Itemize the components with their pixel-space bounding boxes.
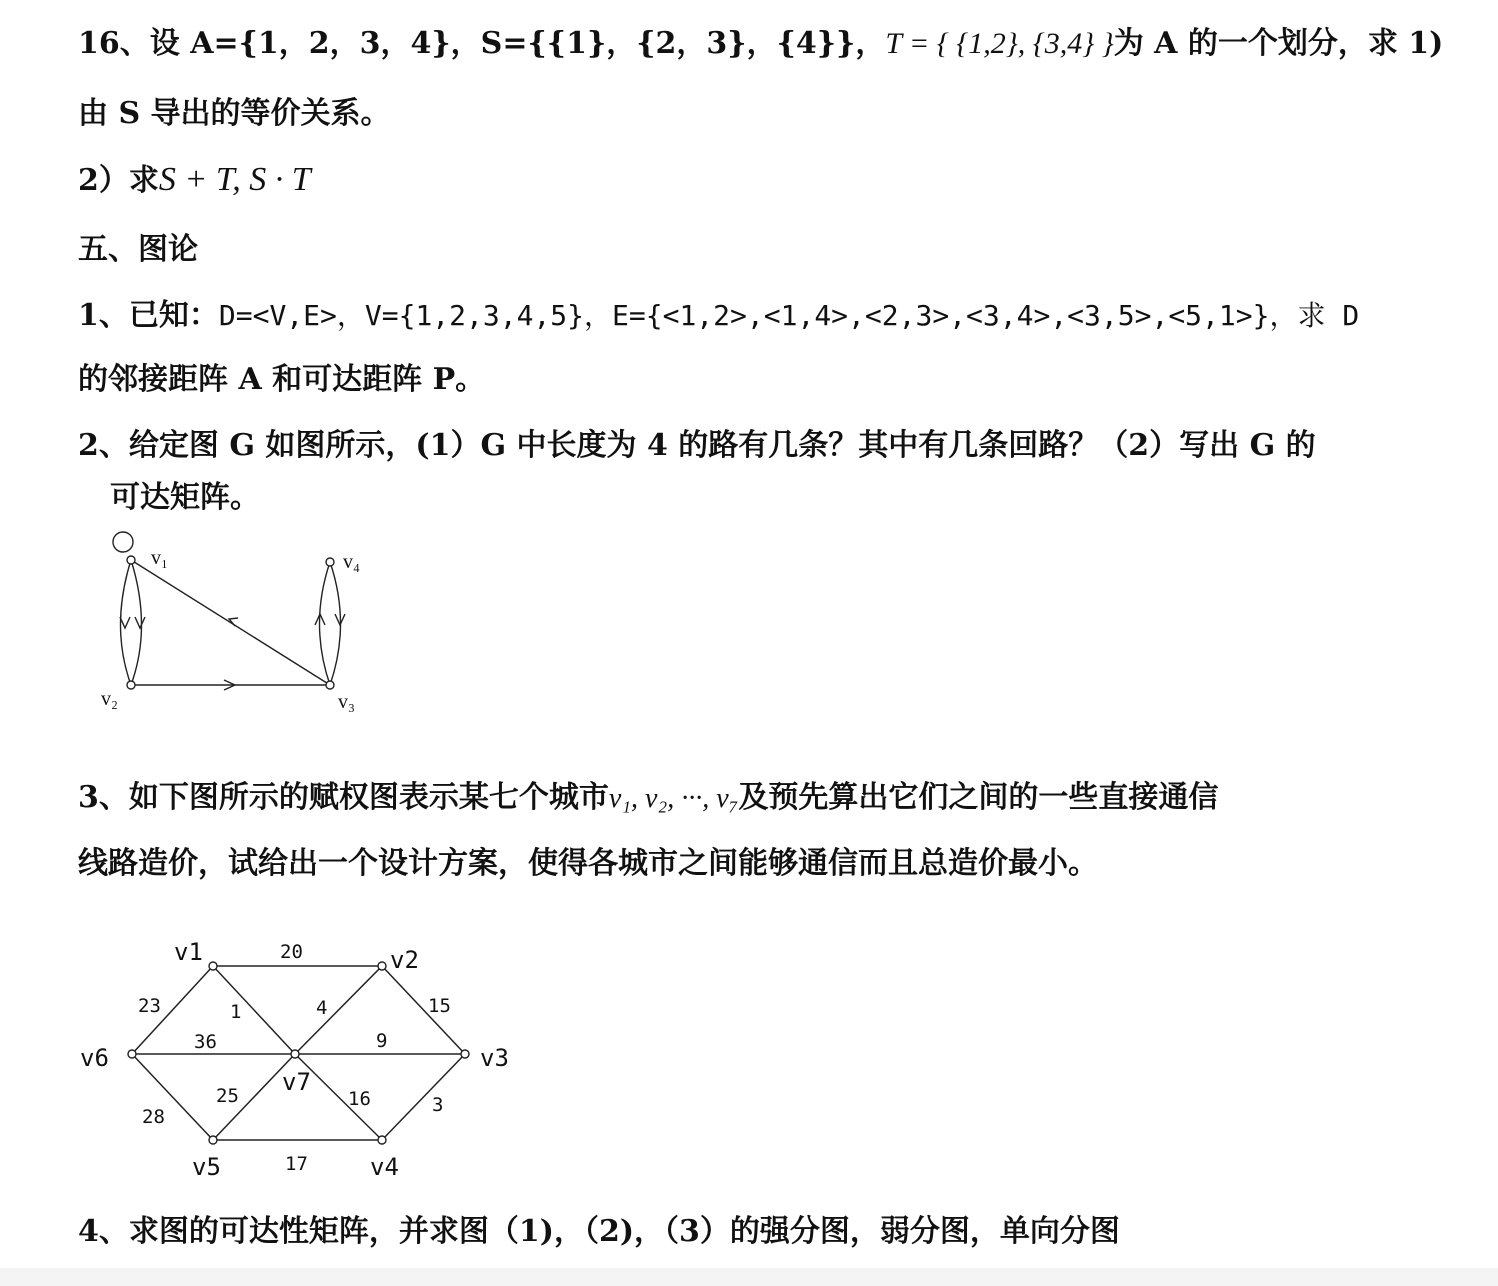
edge-weight-v2-v3: 15 [428,995,451,1017]
q16-part2-prefix: 2）求 [78,163,159,198]
node-label-v2: v2 [390,946,419,974]
edge-weight-v7-v4: 16 [348,1088,371,1110]
node-label-v2: v₂ [101,688,118,710]
node-v2 [378,962,386,970]
node-v4 [378,1136,386,1144]
p4-line1: 4、求图的可达性矩阵，并求图（1)，（2)，（3）的强分图，弱分图，单向分图 [78,1214,1120,1249]
edge-weight-v2-v7: 4 [316,997,328,1019]
q16-text-b: 为 A 的一个划分，求 1) [1113,26,1444,61]
weighted-graph-figure [70,930,530,1190]
node-v4 [326,558,334,566]
p2-line2: 可达矩阵。 [110,480,260,515]
q16-math-t: T = { {1,2}, {3,4} } [885,27,1114,60]
p1-line2: 的邻接距阵 A 和可达距阵 P。 [78,362,486,397]
section5-title: 五、图论 [78,232,198,267]
node-v7 [291,1050,299,1058]
p3-line1 [78,778,1218,819]
node-label-v3: v₃ [338,691,355,713]
node-label-v1: v₁ [151,547,168,569]
edge-v1-v7 [213,966,295,1054]
edge-weight-v6-v5: 28 [142,1106,165,1128]
node-label-v5: v5 [192,1153,221,1181]
edge-v1-self-loop [113,532,133,552]
edge-weight-v5-v4: 17 [285,1153,308,1175]
edge-weight-v7-v3: 9 [376,1030,388,1052]
node-label-v7: v7 [282,1068,311,1096]
node-v1 [127,556,135,564]
node-v6 [128,1050,136,1058]
edge-weight-v1-v2: 20 [280,941,303,963]
p3-text-b: 及预先算出它们之间的一些直接通信 [738,780,1219,815]
page-footer-strip [0,1268,1498,1286]
p3-text-a: 3、如下图所示的赋权图表示某七个城市 [78,780,609,815]
node-label-v3: v3 [480,1044,509,1072]
p1-line1 [78,296,1359,336]
node-v2 [127,681,135,689]
edge-v3-v1 [131,560,330,685]
edge-weight-v3-v4: 3 [432,1094,444,1116]
node-v5 [209,1136,217,1144]
edge-weight-v1-v7: 1 [230,1001,242,1023]
node-label-v4: v4 [370,1153,399,1181]
node-v1 [209,962,217,970]
node-v3 [326,681,334,689]
q16-part2-math: S + T, S · T [158,161,311,198]
q16-text-a: 16、设 A={1，2，3，4}，S={{1}，{2，3}，{4}}， [78,26,886,61]
node-label-v6: v6 [80,1044,109,1072]
q16-line1 [78,24,1443,64]
edge-weight-v5-v7: 25 [216,1085,239,1107]
p3-math-cities: v₁, v₂, ···, v₇ [608,783,739,814]
edge-v3-v4 [382,1054,465,1140]
edge-weight-v1-v6: 23 [138,995,161,1017]
q16-part2 [78,160,311,201]
p1-definition: D=<V,E>，V={1,2,3,4,5}，E={<1,2>,<1,4>,<2,3>,<3,4>,<3,5>,<5,1>}，求 D [218,299,1360,332]
p1-label: 1、已知： [78,298,219,333]
arrow-down-icon [120,617,130,628]
graph-g-figure [95,522,395,722]
p3-line2: 线路造价，试给出一个设计方案，使得各城市之间能够通信而且总造价最小。 [78,846,1098,881]
node-label-v1: v1 [174,938,203,966]
p2-line1: 2、给定图 G 如图所示，(1）G 中长度为 4 的路有几条？其中有几条回路？（2）写出 G 的 [78,428,1316,463]
node-label-v4: v₄ [343,551,360,573]
edge-v2-v3 [382,966,465,1054]
q16-line2: 由 S 导出的等价关系。 [78,96,391,131]
node-v3 [461,1050,469,1058]
edge-weight-v6-v7: 36 [194,1031,217,1053]
arrow-down-icon [135,617,145,628]
edge-v1-v2 [131,560,142,685]
edge-v2-v7 [295,966,382,1054]
